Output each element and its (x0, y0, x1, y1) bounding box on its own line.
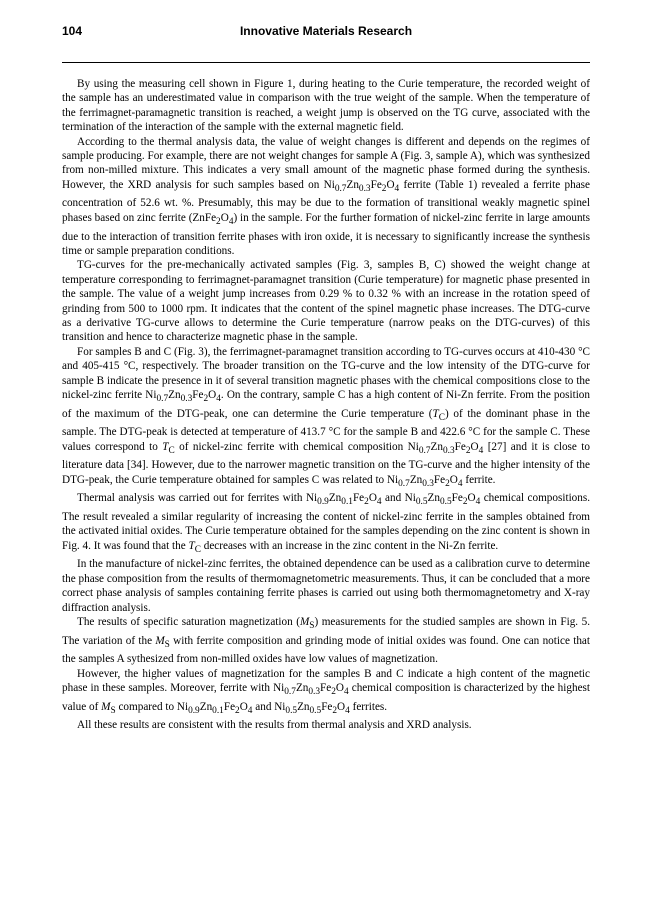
body-text (62, 77, 590, 733)
paragraph: TG-curves for the pre-mechanically activated samples (Fig. 3, samples B, C) showed the weight change at temperature corresponding to ferrimagnet-paramagnet transition (Curie temperature) for magnetic phase presented in the sample. The value of a weight jump increases from 0.29 % to 0.32 % with an increase in the rotation speed of grinding from 500 to 1000 rpm. It indicates that the content of the spinel magnetic phase increases. The DTG-curve as a derivative TG-curve allows to determine the Curie temperature (narrow peaks on the DTG-curves) of this transition and hence to characterize magnetic phase in the sample. (62, 259, 590, 344)
paragraph: The results of specific saturation magnetization $(M_S)$ measurements for the studied samples are shown in Fig. 5. The variation of the $M_S$ with ferrite composition and grinding mode of initial oxides was found. One can notice that the samples A sythesized from non-milled oxides have low values of magnetization. (62, 616, 591, 666)
paragraph: By using the measuring cell shown in Figure 1, during heating to the Curie temperature, the recorded weight of the sample has an underestimated value in comparison with the true weight of the sample. When the temperature of the ferrimagnet-paramagnetic transition is reached, a weight jump is observed on the TG curve, associated with the termination of the interaction of the sample with the external magnetic field. (62, 78, 590, 134)
paragraph: Thermal analysis was carried out for ferrites with $Ni_{0.9}Zn_{0.1}Fe_2O_4$ and $Ni_{0.5}Zn_{0.5}Fe_2O_4$ chemical compositions. The result revealed a similar regularity of increasing the content of nickel-zinc ferrite in the samples obtained from the activated initial oxides. The Curie temperature obtained for the samples depending on the zinc content is shown in Fig. 4. It was found that the $T_C$ decreases with an increase in the zinc content in the Ni-Zn ferrite. (62, 492, 591, 556)
page-number: 104 (62, 24, 83, 38)
paragraph: According to the thermal analysis data, the value of weight changes is different and depends on the regimes of sample producing. For example, there are not weight changes for sample A (Fig. 3, sample A), which was synthesized from non-milled mixture. This indicates a very small amount of the magnetic phase formed during the synthesis. However, the XRD analysis for such samples based on $Ni_{0.7}Zn_{0.3}Fe_2O_4$ ferrite (Table 1) revealed a ferrite phase concentration of 52.6 wt. %. Presumably, this may be due to the formation of transitional weakly magnetic spinel phases based on zinc ferrite $(ZnFe_2O_4)$ in the sample. For the further formation of nickel-zinc ferrite in large amounts due to the interaction of transition ferrite phases with iron oxide, it is necessary to significantly increase the synthesis time or sample preparation conditions. (62, 135, 591, 257)
paragraph: For samples B and C (Fig. 3), the ferrimagnet-paramagnet transition according to TG-curves occurs at 410-430 °C and 405-415 °C, respectively. The broader transition on the TG-curve and the low intensity of the DTG-curve for sample B indicate the presence in it of several transition magnetic phases with the chemical compositions close to the nickel-zinc ferrite $Ni_{0.7}Zn_{0.3}Fe_2O_4$. On the contrary, sample C has a high content of Ni-Zn ferrite. From the position of the maximum of the DTG-peak, one can determine the Curie temperature $(T_C)$ of the dominant phase in the sample. The DTG-peak is detected at temperature of 413.7 °C for the sample B and 422.6 °C for the sample C. These values correspond to $T_C$ of nickel-zinc ferrite with chemical composition $Ni_{0.7}Zn_{0.3}Fe_2O_4$ [27] and it is close to literature data [34]. However, due to the narrower magnetic transition on the TG-curve and the higher intensity of the DTG-peak, the Curie temperature obtained for samples C was related to $Ni_{0.7}Zn_{0.3}Fe_2O_4$ ferrite. (62, 345, 590, 489)
running-title: Innovative Materials Research (239, 24, 413, 38)
paragraph: However, the higher values of magnetization for the samples B and C indicate a high content of the magnetic phase in these samples. Moreover, ferrite with $Ni_{0.7}Zn_{0.3}Fe_2O_4$ chemical composition is characterized by the highest value of $M_S$ compared to $Ni_{0.9}Zn_{0.1}Fe_2O_4$ and $Ni_{0.5}Zn_{0.5}Fe_2O_4$ ferrites. (62, 667, 590, 717)
paragraph: All these results are consistent with the results from thermal analysis and XRD analysis. (77, 719, 472, 732)
header-rule (62, 62, 590, 63)
paragraph: In the manufacture of nickel-zinc ferrites, the obtained dependence can be used as a calibration curve to determine the phase composition from the results of thermomagnetometric measurements. Thus, it can be concluded that a more correct phase analysis of samples containing ferrite phases is carried out using both thermomagnetometry and X-ray diffraction analysis. (62, 558, 590, 614)
page-header (62, 24, 590, 42)
